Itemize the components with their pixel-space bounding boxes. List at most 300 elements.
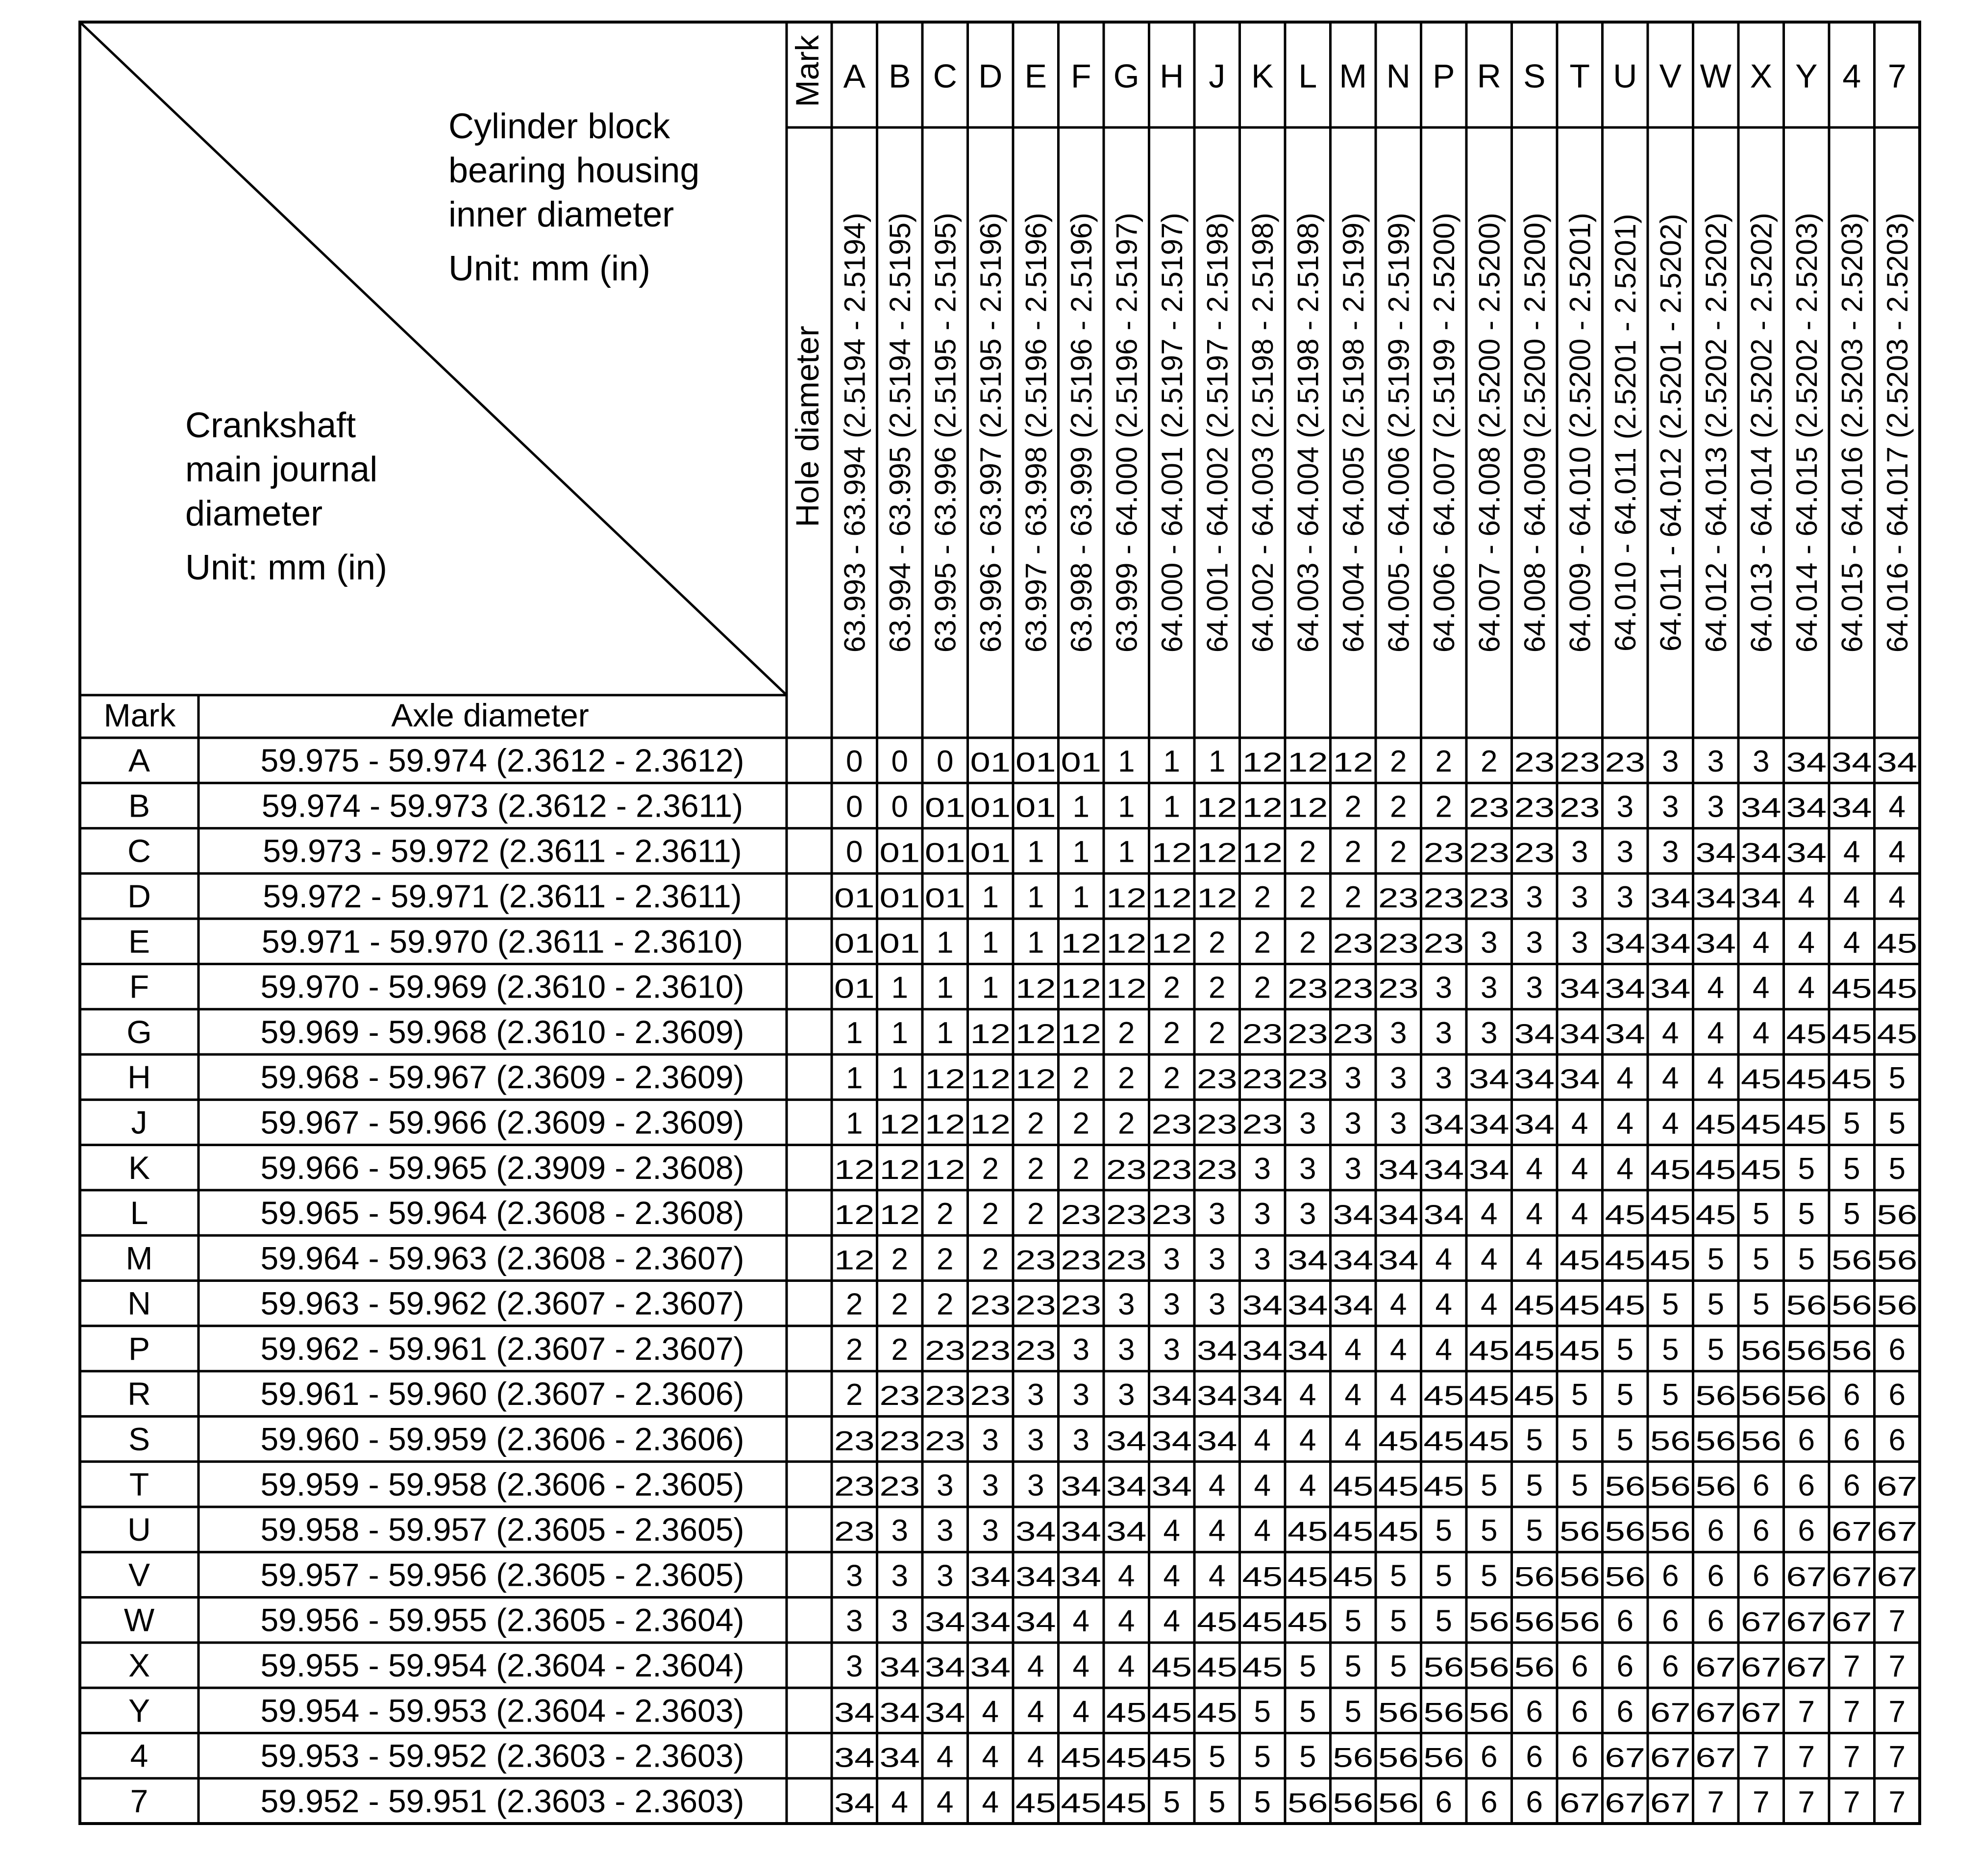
grade-cell: 2: [1118, 1016, 1135, 1050]
grade-cell: 5: [1753, 1287, 1770, 1322]
grade-cell: 45: [1423, 1425, 1464, 1456]
row-mark: X: [128, 1647, 150, 1683]
grade-cell: 1: [982, 880, 999, 915]
grade-cell: 4: [1707, 1061, 1724, 1096]
grade-cell: 23: [834, 1425, 875, 1456]
grade-cell: 34: [1786, 837, 1827, 868]
grade-cell: 56: [1423, 1742, 1464, 1773]
column-hole-diameter: 64.006 - 64.007 (2.5199 - 2.5200): [1427, 212, 1460, 653]
grade-cell: 5: [1843, 1151, 1860, 1186]
grade-cell: 01: [834, 927, 875, 959]
column-hole-diameter: 64.008 - 64.009 (2.5200 - 2.5200): [1518, 212, 1551, 653]
grade-cell: 5: [1526, 1423, 1543, 1457]
grade-cell: 67: [1877, 1516, 1917, 1547]
grade-cell: 1: [1027, 880, 1044, 915]
grade-cell: 34: [925, 1606, 965, 1637]
row-axle-diameter: 59.973 - 59.972 (2.3611 - 2.3611): [263, 832, 742, 869]
row-axle-diameter: 59.970 - 59.969 (2.3610 - 2.3610): [260, 968, 744, 1005]
grade-cell: 56: [1741, 1334, 1782, 1366]
grade-cell: 4: [1481, 1242, 1498, 1276]
journal-label-line-3: diameter: [185, 494, 323, 533]
grade-cell: 45: [1106, 1742, 1147, 1773]
grade-cell: 45: [1650, 1199, 1691, 1230]
grade-cell: 7: [1843, 1785, 1860, 1819]
grade-cell: 56: [1559, 1516, 1600, 1547]
grade-cell: 23: [834, 1470, 875, 1501]
column-mark: U: [1613, 57, 1637, 95]
grade-cell: 3: [1571, 835, 1588, 869]
row-mark-label: Mark: [103, 697, 176, 733]
grade-cell: 3: [1435, 971, 1452, 1005]
grade-cell: 23: [1514, 747, 1555, 778]
grade-cell: 45: [1605, 1199, 1645, 1230]
grade-cell: 56: [1832, 1244, 1872, 1276]
grade-cell: 45: [1242, 1651, 1283, 1682]
column-hole-diameter: 64.009 - 64.010 (2.5200 - 2.5201): [1563, 212, 1597, 653]
grade-cell: 56: [1786, 1289, 1827, 1321]
grade-cell: 4: [1571, 1151, 1588, 1186]
grade-cell: 4: [1843, 835, 1860, 869]
grade-cell: 5: [1390, 1604, 1407, 1638]
grade-cell: 56: [1605, 1470, 1645, 1501]
grade-cell: 6: [1526, 1785, 1543, 1819]
grade-cell: 23: [1015, 1289, 1056, 1321]
grade-cell: 6: [1616, 1695, 1634, 1729]
column-mark-label: Mark: [789, 35, 825, 107]
grade-cell: 4: [1616, 1061, 1634, 1096]
grade-cell: 45: [1106, 1787, 1147, 1818]
column-hole-diameter: 64.007 - 64.008 (2.5200 - 2.5200): [1473, 212, 1506, 653]
grade-cell: 4: [1299, 1423, 1316, 1457]
grade-cell: 34: [1741, 792, 1782, 823]
grade-cell: 1: [1118, 745, 1135, 779]
grade-cell: 01: [1015, 747, 1056, 778]
row-axle-diameter: 59.959 - 59.958 (2.3606 - 2.3605): [260, 1466, 744, 1502]
grade-cell: 45: [1287, 1561, 1328, 1592]
grade-cell: 23: [970, 1334, 1011, 1366]
grade-cell: 12: [1015, 973, 1056, 1004]
grade-cell: 01: [1015, 792, 1056, 823]
grade-cell: 1: [1118, 835, 1135, 869]
row-mark: L: [130, 1195, 148, 1231]
column-mark: C: [933, 57, 957, 95]
grade-cell: 34: [970, 1561, 1011, 1592]
grade-cell: 3: [1072, 1378, 1089, 1412]
grade-cell: 67: [1695, 1697, 1736, 1728]
grade-cell: 4: [1662, 1106, 1679, 1141]
grade-cell: 2: [1390, 745, 1407, 779]
grade-cell: 6: [1843, 1378, 1860, 1412]
grade-cell: 45: [1423, 1470, 1464, 1501]
grade-cell: 45: [1469, 1425, 1510, 1456]
grade-cell: 0: [846, 790, 863, 824]
column-mark: R: [1477, 57, 1501, 95]
grade-cell: 4: [1163, 1559, 1180, 1593]
grade-cell: 2: [1163, 1061, 1180, 1096]
journal-label-line-2: main journal: [185, 450, 378, 489]
grade-cell: 6: [1707, 1604, 1724, 1638]
grade-cell: 45: [1378, 1470, 1419, 1501]
grade-cell: 34: [1151, 1380, 1192, 1411]
grade-cell: 6: [1798, 1514, 1815, 1548]
grade-cell: 45: [1015, 1787, 1056, 1818]
grade-cell: 23: [1423, 927, 1464, 959]
grade-cell: 3: [1571, 925, 1588, 960]
grade-cell: 3: [1435, 1016, 1452, 1050]
row-mark: Y: [128, 1692, 150, 1729]
grade-cell: 23: [1333, 973, 1373, 1004]
grade-cell: 56: [1695, 1380, 1736, 1411]
grade-cell: 23: [1197, 1108, 1238, 1140]
journal-caption: [185, 406, 387, 587]
grade-cell: 1: [846, 1061, 863, 1096]
hole-diameter-label: Hole diameter: [789, 325, 825, 527]
grade-cell: 3: [846, 1559, 863, 1593]
grade-cell: 3: [1616, 835, 1634, 869]
column-hole-diameter: 64.012 - 64.013 (2.5202 - 2.5202): [1699, 212, 1732, 653]
grade-cell: 23: [1287, 1063, 1328, 1095]
grade-cell: 4: [1209, 1514, 1226, 1548]
row-axle-diameter: 59.972 - 59.971 (2.3611 - 2.3611): [263, 878, 742, 915]
grade-cell: 45: [1605, 1289, 1645, 1321]
grade-cell: 23: [1242, 1063, 1283, 1095]
row-mark: S: [128, 1421, 150, 1457]
grade-cell: 3: [1118, 1332, 1135, 1367]
row-mark: 4: [130, 1737, 148, 1774]
corner-diagonal: [80, 22, 787, 695]
grade-cell: 6: [1843, 1468, 1860, 1502]
grade-cell: 45: [1061, 1742, 1101, 1773]
grade-cell: 01: [970, 837, 1011, 868]
grade-cell: 45: [1877, 927, 1917, 959]
grade-cell: 2: [1254, 925, 1271, 960]
column-mark: W: [1700, 57, 1732, 95]
grade-cell: 2: [1027, 1197, 1044, 1231]
journal-label-line-1: Crankshaft: [185, 406, 356, 445]
grade-cell: 23: [1287, 973, 1328, 1004]
grade-cell: 56: [1378, 1787, 1419, 1818]
grade-cell: 67: [1605, 1787, 1645, 1818]
row-mark: 7: [130, 1782, 148, 1819]
grade-cell: 45: [1423, 1380, 1464, 1411]
grade-cell: 5: [1888, 1151, 1906, 1186]
grade-cell: 3: [891, 1559, 908, 1593]
column-hole-diameter: 64.011 - 64.012 (2.5201 - 2.5202): [1654, 214, 1687, 651]
row-mark: A: [128, 742, 150, 779]
grade-cell: 34: [1287, 1334, 1328, 1366]
grade-cell: 1: [1118, 790, 1135, 824]
grade-cell: 34: [1106, 1470, 1147, 1501]
grade-cell: 45: [1832, 1063, 1872, 1095]
grade-cell: 23: [1106, 1153, 1147, 1185]
column-mark: F: [1070, 57, 1091, 95]
grade-cell: 3: [1209, 1242, 1226, 1276]
grade-cell: 67: [1741, 1651, 1782, 1682]
grade-cell: 45: [1741, 1153, 1782, 1185]
grade-cell: 5: [1571, 1378, 1588, 1412]
grade-cell: 5: [1571, 1468, 1588, 1502]
grade-cell: 5: [1798, 1197, 1815, 1231]
grade-cell: 4: [1163, 1514, 1180, 1548]
column-hole-diameter: 63.996 - 63.997 (2.5195 - 2.5196): [974, 212, 1007, 653]
grade-cell: 4: [1435, 1287, 1452, 1322]
grade-cell: 34: [1333, 1199, 1373, 1230]
grade-cell: 45: [1333, 1516, 1373, 1547]
grade-cell: 3: [1209, 1197, 1226, 1231]
grade-cell: 3: [1254, 1197, 1271, 1231]
grade-cell: 6: [1435, 1785, 1452, 1819]
grade-cell: 1: [891, 971, 908, 1005]
grade-cell: 3: [1616, 790, 1634, 824]
row-axle-diameter: 59.956 - 59.955 (2.3605 - 2.3604): [260, 1601, 744, 1638]
grade-cell: 12: [925, 1108, 965, 1140]
grade-cell: 6: [1707, 1514, 1724, 1548]
grade-cell: 67: [1877, 1470, 1917, 1501]
grade-cell: 2: [1163, 1016, 1180, 1050]
grade-cell: 34: [1015, 1516, 1056, 1547]
grade-cell: 45: [1786, 1063, 1827, 1095]
grade-cell: 6: [1798, 1468, 1815, 1502]
grade-cell: 6: [1571, 1649, 1588, 1683]
grade-cell: 45: [1786, 1108, 1827, 1140]
grade-cell: 1: [1209, 745, 1226, 779]
grade-cell: 45: [1469, 1380, 1510, 1411]
grade-cell: 5: [1616, 1378, 1634, 1412]
grade-cell: 2: [1209, 971, 1226, 1005]
grade-cell: 2: [891, 1332, 908, 1367]
row-axle-diameter: 59.960 - 59.959 (2.3606 - 2.3606): [260, 1421, 744, 1457]
grade-cell: 12: [1242, 792, 1283, 823]
grade-cell: 67: [1650, 1742, 1691, 1773]
grade-cell: 34: [879, 1651, 920, 1682]
grade-cell: 23: [1287, 1018, 1328, 1049]
grade-cell: 2: [1027, 1151, 1044, 1186]
row-axle-diameter: 59.961 - 59.960 (2.3607 - 2.3606): [260, 1376, 744, 1412]
grade-cell: 56: [1832, 1289, 1872, 1321]
grade-cell: 4: [1843, 925, 1860, 960]
grade-cell: 45: [1877, 1018, 1917, 1049]
grade-cell: 6: [1662, 1649, 1679, 1683]
grade-cell: 4: [1027, 1695, 1044, 1729]
grade-cell: 01: [879, 882, 920, 914]
row-axle-diameter: 59.974 - 59.973 (2.3612 - 2.3611): [261, 787, 743, 824]
grade-cell: 23: [1061, 1199, 1101, 1230]
grade-cell: 12: [1197, 882, 1238, 914]
grade-cell: 4: [1888, 835, 1906, 869]
grade-cell: 3: [1163, 1287, 1180, 1322]
grade-cell: 2: [846, 1378, 863, 1412]
grade-cell: 23: [970, 1289, 1011, 1321]
grade-cell: 67: [1786, 1651, 1827, 1682]
grade-cell: 34: [1514, 1018, 1555, 1049]
grade-cell: 4: [1888, 790, 1906, 824]
grade-cell: 34: [1151, 1470, 1192, 1501]
grade-cell: 34: [1650, 973, 1691, 1004]
grade-cell: 4: [1209, 1468, 1226, 1502]
column-mark: N: [1386, 57, 1411, 95]
grade-cell: 1: [982, 971, 999, 1005]
grade-cell: 5: [1209, 1740, 1226, 1774]
grade-cell: 23: [1106, 1244, 1147, 1276]
grade-cell: 2: [1209, 925, 1226, 960]
grade-cell: 3: [1390, 1106, 1407, 1141]
row-mark: W: [124, 1601, 155, 1638]
grade-cell: 34: [1423, 1108, 1464, 1140]
grade-cell: 45: [1514, 1334, 1555, 1366]
grade-cell: 3: [982, 1514, 999, 1548]
grade-cell: 34: [1151, 1425, 1192, 1456]
grade-cell: 4: [937, 1785, 954, 1819]
housing-label-line-1: Cylinder block: [448, 107, 670, 146]
housing-caption: [448, 107, 699, 288]
column-mark: M: [1339, 57, 1367, 95]
grade-cell: 12: [1287, 747, 1328, 778]
grade-cell: 12: [1151, 927, 1192, 959]
grade-cell: 12: [834, 1153, 875, 1185]
grade-cell: 6: [1526, 1695, 1543, 1729]
grade-cell: 2: [1390, 835, 1407, 869]
grade-cell: 6: [1798, 1423, 1815, 1457]
row-axle-diameter: 59.964 - 59.963 (2.3608 - 2.3607): [260, 1240, 744, 1276]
grade-cell: 34: [834, 1742, 875, 1773]
grade-cell: 7: [1888, 1604, 1906, 1638]
grade-cell: 67: [1695, 1742, 1736, 1773]
grade-cell: 7: [1843, 1740, 1860, 1774]
grade-cell: 34: [1559, 1063, 1600, 1095]
grade-cell: 56: [1423, 1697, 1464, 1728]
grade-cell: 23: [1514, 792, 1555, 823]
grade-cell: 3: [1435, 1061, 1452, 1096]
grade-cell: 2: [1209, 1016, 1226, 1050]
grade-cell: 12: [1061, 1018, 1101, 1049]
grade-cell: 12: [925, 1063, 965, 1095]
grade-cell: 34: [1695, 837, 1736, 868]
row-axle-diameter: 59.962 - 59.961 (2.3607 - 2.3607): [260, 1330, 744, 1367]
grade-cell: 45: [1378, 1425, 1419, 1456]
column-hole-diameter: 64.010 - 64.011 (2.5201 - 2.5201): [1609, 214, 1642, 651]
grade-cell: 5: [1707, 1287, 1724, 1322]
grade-cell: 2: [1072, 1106, 1089, 1141]
grade-cell: 5: [1707, 1332, 1724, 1367]
grade-cell: 1: [846, 1016, 863, 1050]
grade-cell: 23: [834, 1516, 875, 1547]
column-mark: J: [1209, 57, 1226, 95]
grade-cell: 1: [1163, 745, 1180, 779]
grade-cell: 45: [1559, 1289, 1600, 1321]
grade-cell: 0: [937, 745, 954, 779]
grade-cell: 3: [1118, 1378, 1135, 1412]
grade-cell: 45: [1106, 1697, 1147, 1728]
grade-cell: 5: [1344, 1649, 1361, 1683]
grade-cell: 12: [879, 1108, 920, 1140]
grade-cell: 4: [1027, 1740, 1044, 1774]
housing-label-line-2: bearing housing: [448, 151, 700, 190]
grade-cell: 34: [1197, 1380, 1238, 1411]
grade-cell: 1: [1072, 880, 1089, 915]
grade-cell: 12: [1151, 882, 1192, 914]
grade-cell: 7: [1888, 1649, 1906, 1683]
grade-cell: 56: [1514, 1651, 1555, 1682]
grade-cell: 45: [1287, 1606, 1328, 1637]
grade-cell: 3: [1299, 1106, 1316, 1141]
grade-cell: 3: [1254, 1242, 1271, 1276]
grade-cell: 45: [1786, 1018, 1827, 1049]
grade-cell: 45: [1832, 1018, 1872, 1049]
grade-cell: 67: [1650, 1787, 1691, 1818]
grade-cell: 67: [1832, 1561, 1872, 1592]
grade-cell: 3: [846, 1604, 863, 1638]
row-mark: B: [128, 787, 150, 824]
grade-cell: 45: [1333, 1561, 1373, 1592]
grade-cell: 0: [891, 790, 908, 824]
grade-cell: 3: [846, 1649, 863, 1683]
grade-cell: 56: [1650, 1516, 1691, 1547]
grade-cell: 34: [1333, 1289, 1373, 1321]
grade-cell: 2: [1299, 835, 1316, 869]
grade-cell: 4: [1254, 1468, 1271, 1502]
grade-cell: 5: [1526, 1468, 1543, 1502]
grade-cell: 56: [1469, 1697, 1510, 1728]
grade-cell: 2: [1072, 1151, 1089, 1186]
grade-cell: 6: [1888, 1378, 1906, 1412]
grade-cell: 34: [1469, 1153, 1510, 1185]
grade-cell: 34: [1695, 882, 1736, 914]
grade-cell: 1: [1027, 835, 1044, 869]
grade-cell: 23: [970, 1380, 1011, 1411]
grade-cell: 4: [1798, 880, 1815, 915]
grade-cell: 56: [1877, 1244, 1917, 1276]
grade-cell: 23: [1061, 1289, 1101, 1321]
grade-cell: 4: [1299, 1378, 1316, 1412]
column-mark: K: [1251, 57, 1274, 95]
row-mark: F: [129, 968, 149, 1005]
row-mark: G: [126, 1013, 152, 1050]
grade-cell: 4: [1027, 1649, 1044, 1683]
grade-cell: 12: [834, 1199, 875, 1230]
grade-cell: 34: [1061, 1470, 1101, 1501]
grade-cell: 23: [1151, 1153, 1192, 1185]
grade-cell: 12: [1015, 1018, 1056, 1049]
grade-cell: 3: [1707, 790, 1724, 824]
row-mark: P: [128, 1330, 150, 1367]
grade-cell: 3: [891, 1604, 908, 1638]
grade-cell: 23: [1423, 882, 1464, 914]
grade-cell: 2: [937, 1287, 954, 1322]
grade-cell: 6: [1888, 1332, 1906, 1367]
grade-cell: 34: [1650, 927, 1691, 959]
grade-cell: 56: [1650, 1425, 1691, 1456]
grade-cell: 34: [1559, 1018, 1600, 1049]
grade-cell: 45: [1650, 1153, 1691, 1185]
row-axle-diameter: 59.968 - 59.967 (2.3609 - 2.3609): [260, 1059, 744, 1096]
grade-cell: 56: [1378, 1742, 1419, 1773]
column-hole-diameter: 64.001 - 64.002 (2.5197 - 2.5198): [1201, 212, 1234, 653]
grade-cell: 34: [1197, 1425, 1238, 1456]
grade-cell: 12: [1242, 747, 1283, 778]
grade-cell: 6: [1571, 1740, 1588, 1774]
grade-cell: 34: [1242, 1289, 1283, 1321]
grade-cell: 5: [1435, 1604, 1452, 1638]
grade-cell: 56: [1650, 1470, 1691, 1501]
grade-cell: 34: [1786, 792, 1827, 823]
grade-cell: 34: [1832, 792, 1872, 823]
grade-cell: 67: [1559, 1787, 1600, 1818]
row-axle-diameter: 59.963 - 59.962 (2.3607 - 2.3607): [260, 1285, 744, 1322]
grade-cell: 2: [1390, 790, 1407, 824]
grade-cell: 4: [1344, 1332, 1361, 1367]
grade-cell: 2: [1118, 1106, 1135, 1141]
column-hole-diameter: 64.015 - 64.016 (2.5203 - 2.5203): [1835, 212, 1869, 653]
